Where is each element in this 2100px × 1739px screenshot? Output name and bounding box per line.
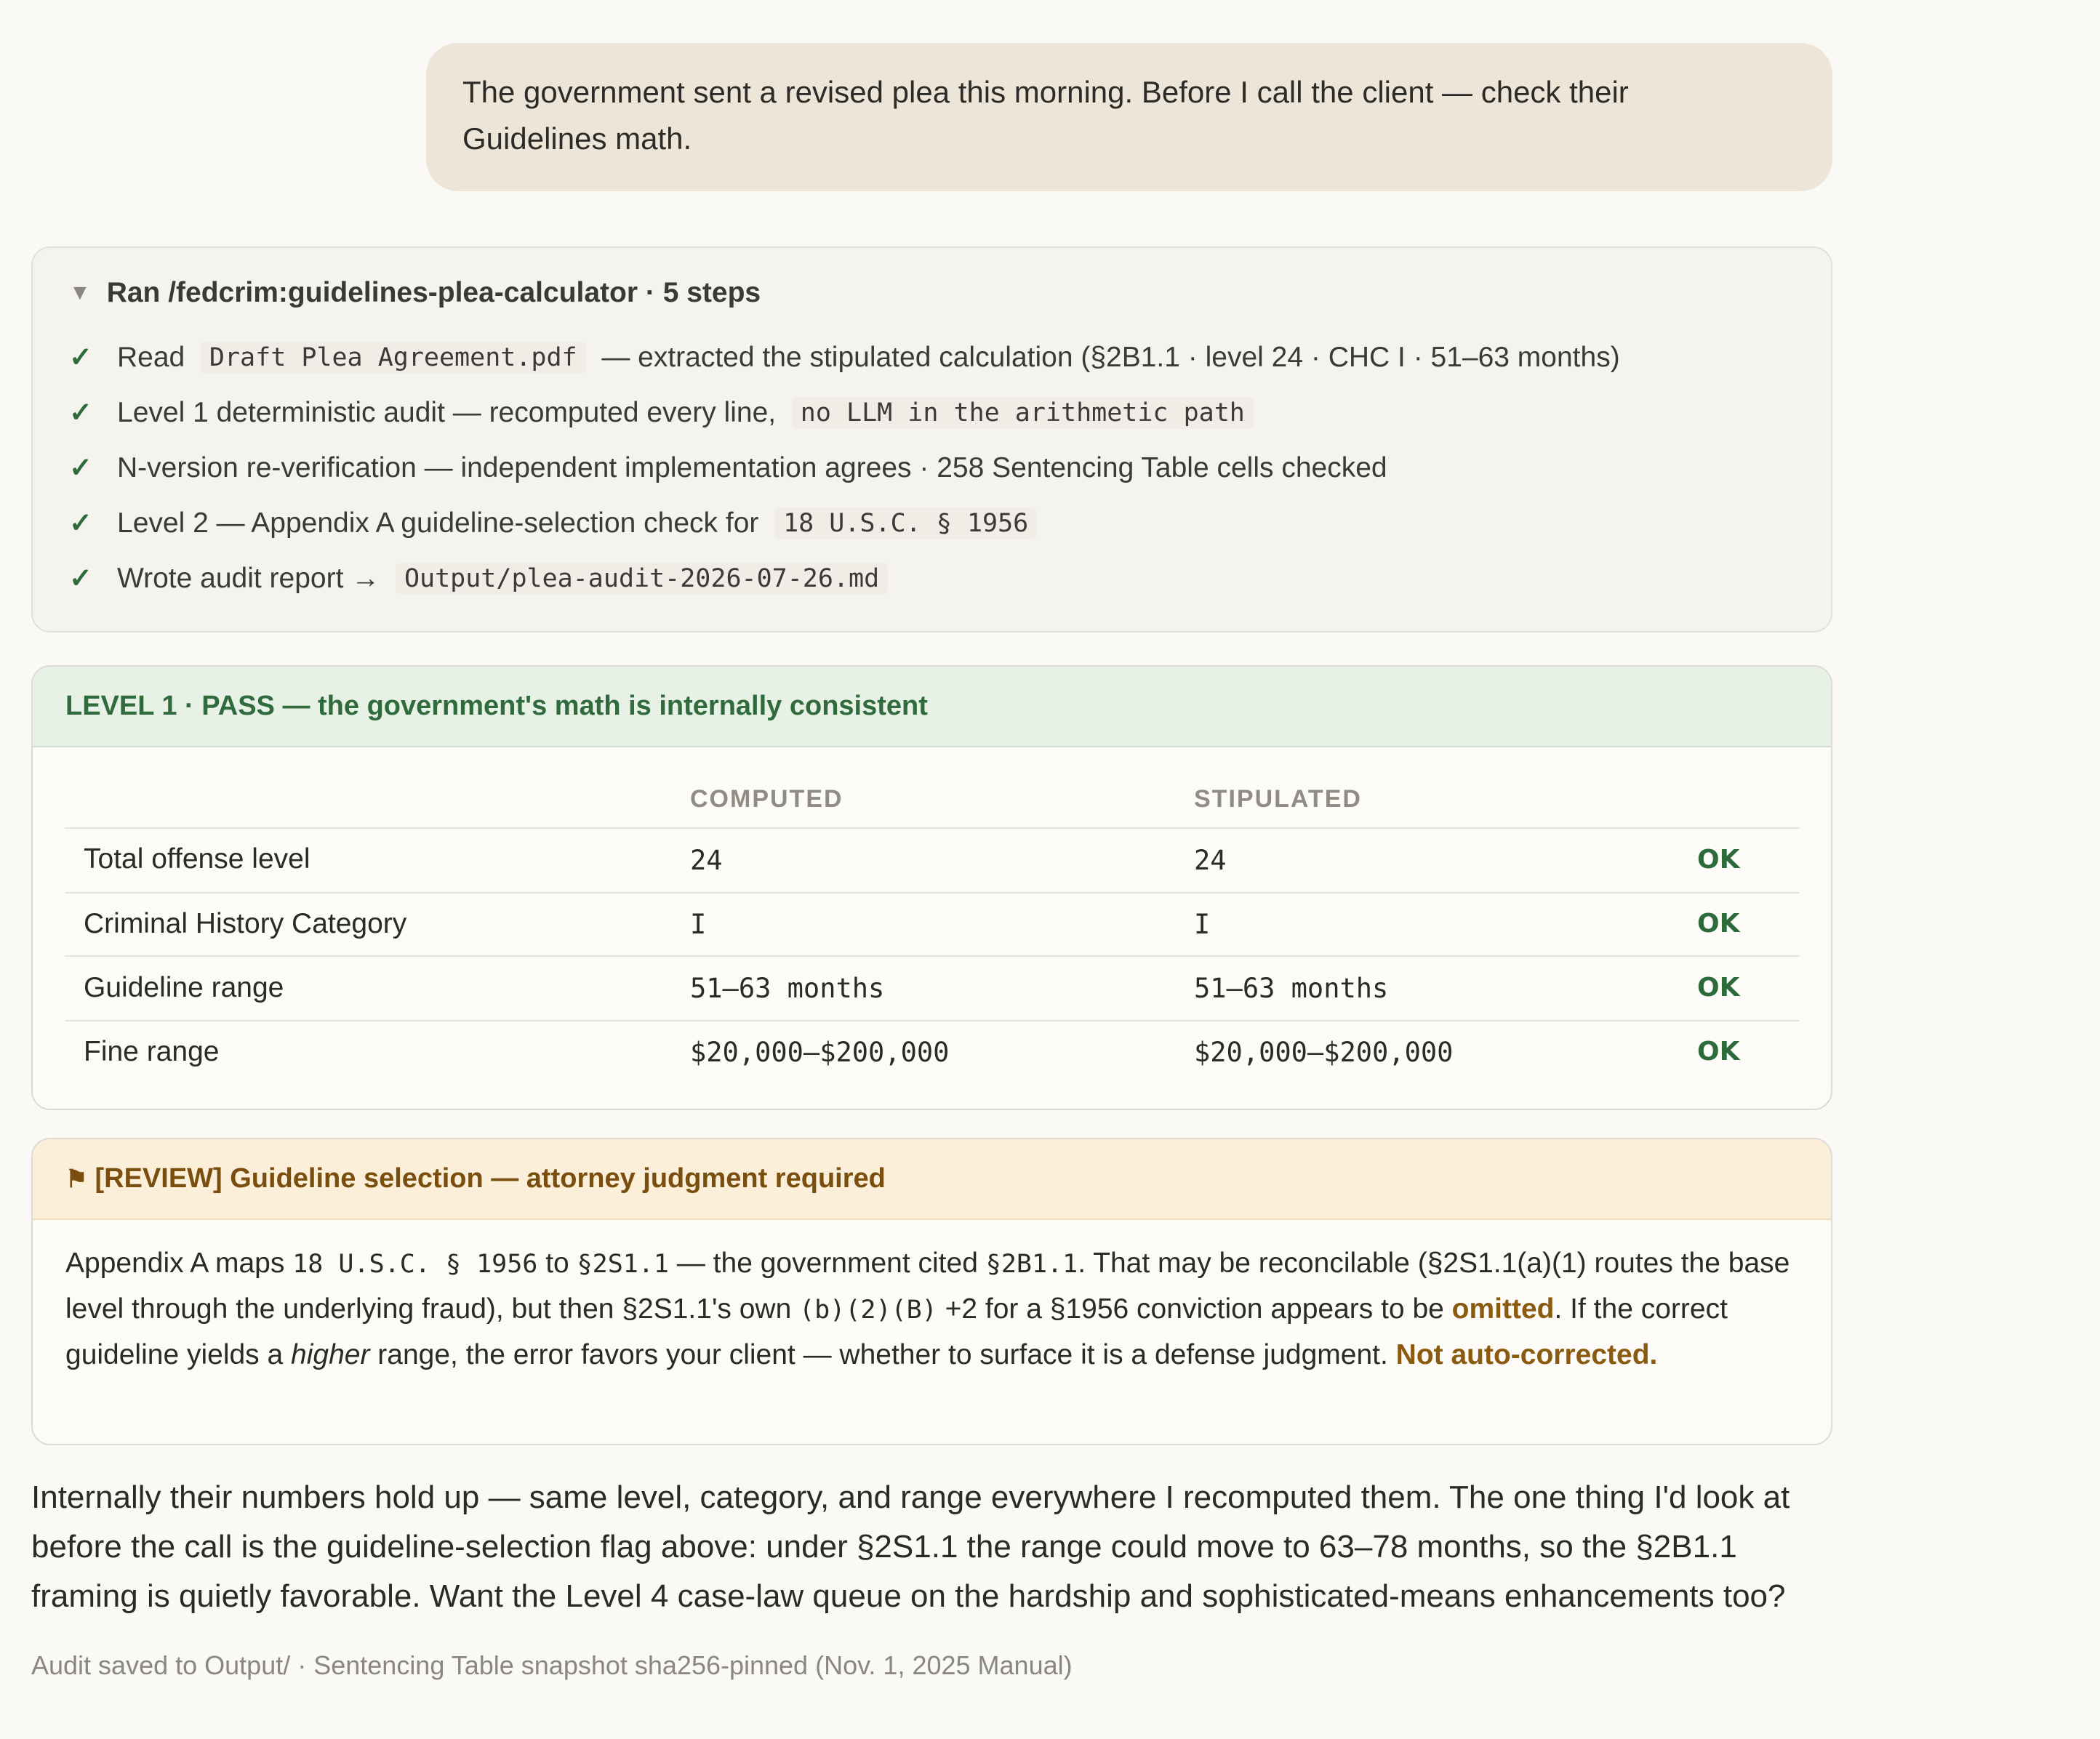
- stipulated-value: I: [1194, 909, 1211, 940]
- collapse-triangle-icon[interactable]: ▼: [69, 281, 91, 305]
- review-body-text: Appendix A maps 18 U.S.C. § 1956 to §2S1.1 — the government cited §2B1.1. That may be reconcilable (§2S1.1(a)(1) routes the base level through the underlying fraud), but then §2S1.1's own (b)(2)(B) +2 for a §1956 conviction appears to be omitted. If the correct guideline yields a higher range, the error favors your client — whether to surface it is a defense judgment. Not auto-corrected.: [65, 1248, 1790, 1370]
- step-item: [69, 451, 1387, 484]
- steps-panel-title: Ran /fedcrim:guidelines-plea-calculator · 5 steps: [106, 277, 761, 308]
- table-divider: [65, 955, 1800, 957]
- guideline-code: §2B1.1: [985, 1250, 1078, 1279]
- step-text: Level 1 deterministic audit — recomputed every line,: [117, 396, 777, 428]
- row-label: Criminal History Category: [84, 908, 407, 939]
- row-label: Total offense level: [84, 843, 310, 875]
- higher-emphasis: higher: [291, 1339, 370, 1370]
- step-text: — extracted the stipulated calculation (§2B1.1 · level 24 · CHC I · 51–63 months): [601, 341, 1620, 373]
- computed-value: 51–63 months: [690, 973, 885, 1004]
- file-chip: Draft Plea Agreement.pdf: [201, 342, 586, 374]
- checkmark-icon: ✓: [69, 508, 92, 539]
- step-text: Level 2 — Appendix A guideline-selection check for: [117, 507, 759, 539]
- computed-value: I: [690, 909, 707, 940]
- table-divider: [65, 1020, 1800, 1021]
- audit-footnote: Audit saved to Output/ · Sentencing Table snapshot sha256-pinned (Nov. 1, 2025 Manual): [31, 1650, 1073, 1680]
- review-header: [33, 1139, 1831, 1220]
- status-ok-badge: OK: [1697, 1037, 1740, 1067]
- status-ok-badge: OK: [1697, 845, 1740, 875]
- subsection-code: (b)(2)(B): [799, 1296, 937, 1325]
- stipulated-value: 51–63 months: [1194, 973, 1389, 1004]
- user-message-line-2: Guidelines math.: [462, 121, 692, 156]
- steps-panel-toggle[interactable]: [69, 277, 761, 309]
- review-flag-card: [31, 1138, 1832, 1445]
- level1-header: LEVEL 1 · PASS — the government's math is internally consistent: [33, 667, 1831, 747]
- flag-icon: ⚑: [65, 1165, 88, 1193]
- assistant-answer: Internally their numbers hold up — same level, category, and range everywhere I recomputed them. The one thing I'd look at before the call is the guideline-selection flag above: under §2S1.1 the range could move to 63–78 months, so the §2B1.1 framing is quietly favorable. Want the Level 4 case-law queue on the hardship and sophisticated-means enhancements too?: [31, 1479, 1790, 1614]
- computed-value: 24: [690, 845, 723, 876]
- omitted-emphasis: omitted: [1451, 1293, 1555, 1325]
- checkmark-icon: ✓: [69, 342, 92, 373]
- output-path-chip[interactable]: Output/plea-audit-2026-07-26.md: [396, 563, 888, 595]
- step-text: Wrote audit report →: [117, 562, 380, 594]
- step-item: [69, 562, 888, 595]
- guideline-code: §2S1.1: [577, 1250, 670, 1279]
- column-header-stipulated: STIPULATED: [1194, 785, 1362, 813]
- step-item: [69, 341, 1620, 374]
- code-chip: no LLM in the arithmetic path: [792, 397, 1254, 429]
- checkmark-icon: ✓: [69, 398, 92, 428]
- row-label: Guideline range: [84, 972, 284, 1003]
- status-ok-badge: OK: [1697, 909, 1740, 939]
- step-text: Read: [117, 341, 185, 373]
- table-divider: [65, 892, 1800, 893]
- stipulated-value: $20,000–$200,000: [1194, 1037, 1454, 1068]
- checkmark-icon: ✓: [69, 563, 92, 594]
- row-label: Fine range: [84, 1036, 220, 1067]
- computed-value: $20,000–$200,000: [690, 1037, 950, 1068]
- user-message-line-1: The government sent a revised plea this morning. Before I call the client — check their: [462, 75, 1629, 109]
- statute-code: 18 U.S.C. § 1956: [292, 1250, 538, 1279]
- step-item: [69, 507, 1037, 539]
- user-message-bubble: [426, 43, 1832, 191]
- table-divider: [65, 827, 1800, 829]
- step-text: N-version re-verification — independent implementation agrees · 258 Sentencing Table cells checked: [117, 451, 1387, 483]
- statute-chip: 18 U.S.C. § 1956: [774, 507, 1037, 539]
- review-title: [REVIEW] Guideline selection — attorney judgment required: [95, 1163, 886, 1194]
- step-item: [69, 396, 1254, 429]
- status-ok-badge: OK: [1697, 973, 1740, 1003]
- column-header-computed: COMPUTED: [690, 785, 843, 813]
- checkmark-icon: ✓: [69, 453, 92, 483]
- not-auto-corrected-emphasis: Not auto-corrected.: [1395, 1339, 1658, 1370]
- stipulated-value: 24: [1194, 845, 1227, 876]
- tool-steps-panel: [31, 246, 1832, 632]
